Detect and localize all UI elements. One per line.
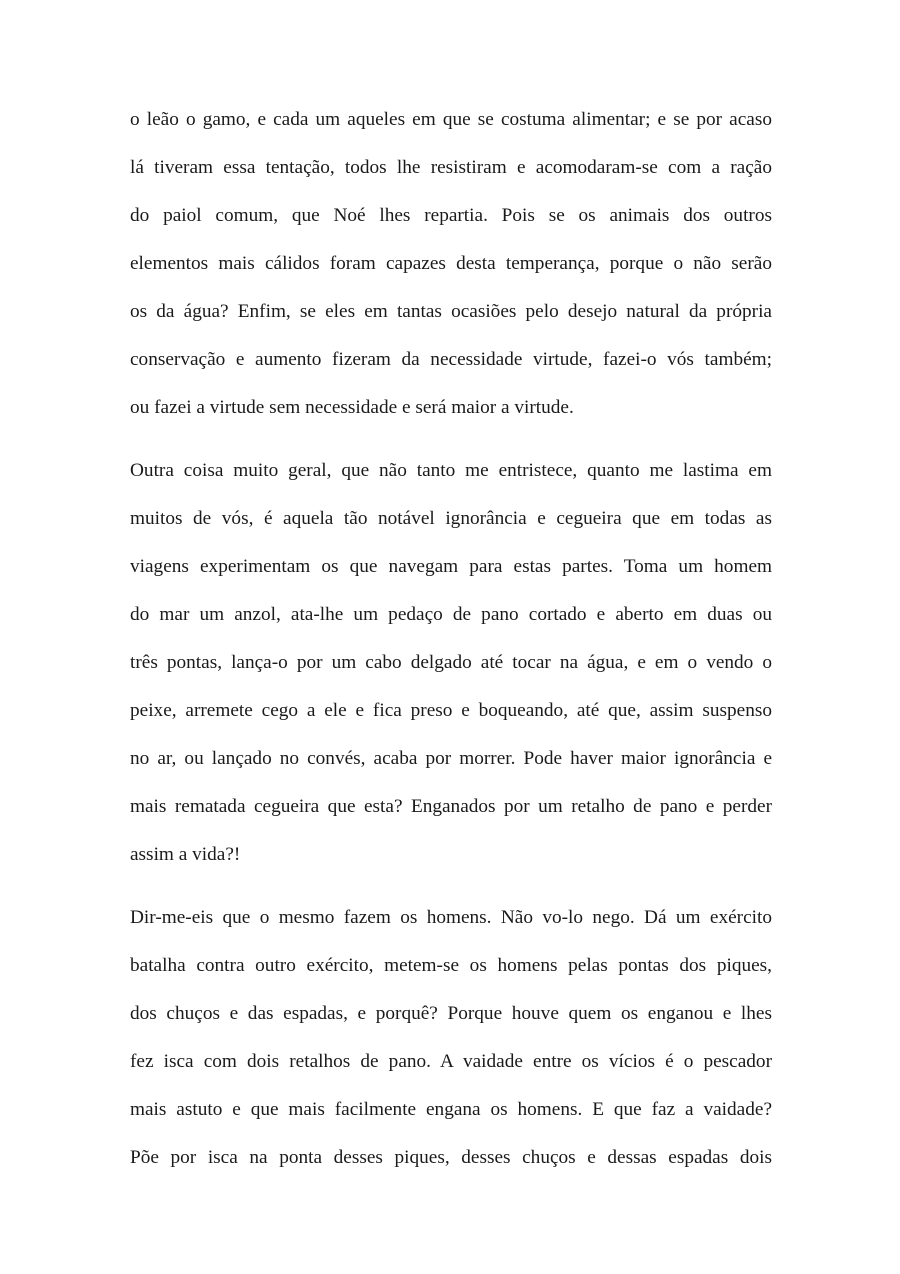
text-line: do paiol comum, que Noé lhes repartia. Pois se os animais dos outros <box>130 205 772 226</box>
text-line: no ar, ou lançado no convés, acaba por morrer. Pode haver maior ignorância e <box>130 748 772 769</box>
text-line: peixe, arremete cego a ele e fica preso e boqueando, até que, assim suspenso <box>130 700 772 721</box>
text-line: os da água? Enfim, se eles em tantas ocasiões pelo desejo natural da própria <box>130 301 772 322</box>
paragraph-2 <box>130 447 772 879</box>
text-line: ou fazei a virtude sem necessidade e será maior a virtude. <box>130 397 574 418</box>
text-line: mais rematada cegueira que esta? Enganados por um retalho de pano e perder <box>130 796 772 817</box>
text-line: Dir-me-eis que o mesmo fazem os homens. Não vo-lo nego. Dá um exército <box>130 907 772 928</box>
text-line: dos chuços e das espadas, e porquê? Porque houve quem os enganou e lhes <box>130 1003 772 1024</box>
text-line: fez isca com dois retalhos de pano. A vaidade entre os vícios é o pescador <box>130 1051 772 1072</box>
text-line: lá tiveram essa tentação, todos lhe resistiram e acomodaram-se com a ração <box>130 157 772 178</box>
text-line: Põe por isca na ponta desses piques, desses chuços e dessas espadas dois <box>130 1147 772 1168</box>
text-line: batalha contra outro exército, metem-se os homens pelas pontas dos piques, <box>130 955 772 976</box>
text-line: do mar um anzol, ata-lhe um pedaço de pano cortado e aberto em duas ou <box>130 604 772 625</box>
text-line: conservação e aumento fizeram da necessidade virtude, fazei-o vós também; <box>130 349 772 370</box>
text-line: muitos de vós, é aquela tão notável ignorância e cegueira que em todas as <box>130 508 772 529</box>
text-line: elementos mais cálidos foram capazes desta temperança, porque o não serão <box>130 253 772 274</box>
text-line: viagens experimentam os que navegam para estas partes. Toma um homem <box>130 556 772 577</box>
paragraph-3 <box>130 894 772 1182</box>
body-text <box>130 96 772 1182</box>
text-line: três pontas, lança-o por um cabo delgado até tocar na água, e em o vendo o <box>130 652 772 673</box>
text-line: assim a vida?! <box>130 844 241 865</box>
text-line: o leão o gamo, e cada um aqueles em que se costuma alimentar; e se por acaso <box>130 109 772 130</box>
paragraph-1 <box>130 96 772 432</box>
text-line: Outra coisa muito geral, que não tanto me entristece, quanto me lastima em <box>130 460 772 481</box>
text-line: mais astuto e que mais facilmente engana os homens. E que faz a vaidade? <box>130 1099 772 1120</box>
